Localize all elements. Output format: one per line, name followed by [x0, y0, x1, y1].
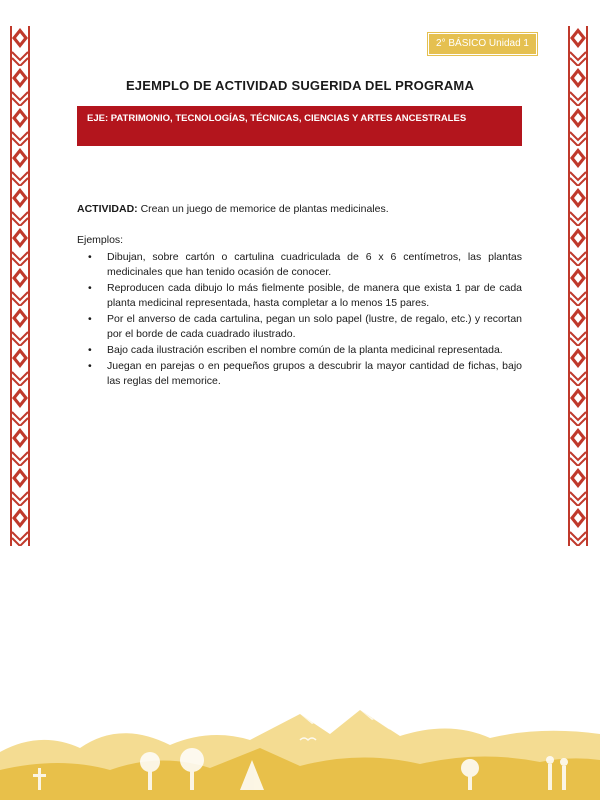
list-item [88, 281, 522, 311]
examples-list [77, 250, 522, 389]
page-title: EJEMPLO DE ACTIVIDAD SUGERIDA DEL PROGRAMA [125, 78, 475, 93]
bullet: • [88, 282, 92, 294]
decorative-border-left [10, 26, 30, 546]
eje-title: EJE: PATRIMONIO, TECNOLOGÍAS, TÉCNICAS, CIENCIAS Y ARTES ANCESTRALES [87, 113, 467, 124]
list-item-text: Por el anverso de cada cartulina, pegan un solo papel (lustre, de regalo, etc.) y recortan por el borde de cada cuadrado ilustrado. [107, 313, 522, 340]
bullet: • [88, 344, 92, 356]
bullet: • [88, 313, 92, 325]
activity-content [77, 202, 522, 390]
list-item [88, 250, 522, 280]
grade-unit-badge: 2° BÁSICO Unidad 1 [428, 33, 537, 55]
list-item [88, 312, 522, 342]
bullet: • [88, 360, 92, 372]
list-item [88, 359, 522, 389]
list-item-text: Reproducen cada dibujo lo más fielmente posible, de manera que exista 1 par de cada planta medicinal representada, hasta completar a lo menos 15 pares. [107, 282, 522, 309]
activity-label: ACTIVIDAD: [77, 203, 138, 215]
activity-line [77, 202, 522, 217]
eje-banner [77, 106, 522, 146]
examples-heading: Ejemplos: [77, 234, 124, 246]
list-item-text: Dibujan, sobre cartón o cartulina cuadriculada de 6 x 6 centímetros, las plantas medicinales que han tenido ocasión de conocer. [107, 251, 522, 278]
decorative-border-right [568, 26, 588, 546]
list-item [88, 343, 522, 358]
landscape-footer-illustration [0, 690, 600, 800]
bullet: • [88, 251, 92, 263]
activity-text: Crean un juego de memorice de plantas medicinales. [137, 203, 389, 215]
list-item-text: Bajo cada ilustración escriben el nombre común de la planta medicinal representada. [107, 344, 503, 356]
list-item-text: Juegan en parejas o en pequeños grupos a descubrir la mayor cantidad de fichas, bajo las reglas del memorice. [107, 360, 522, 387]
